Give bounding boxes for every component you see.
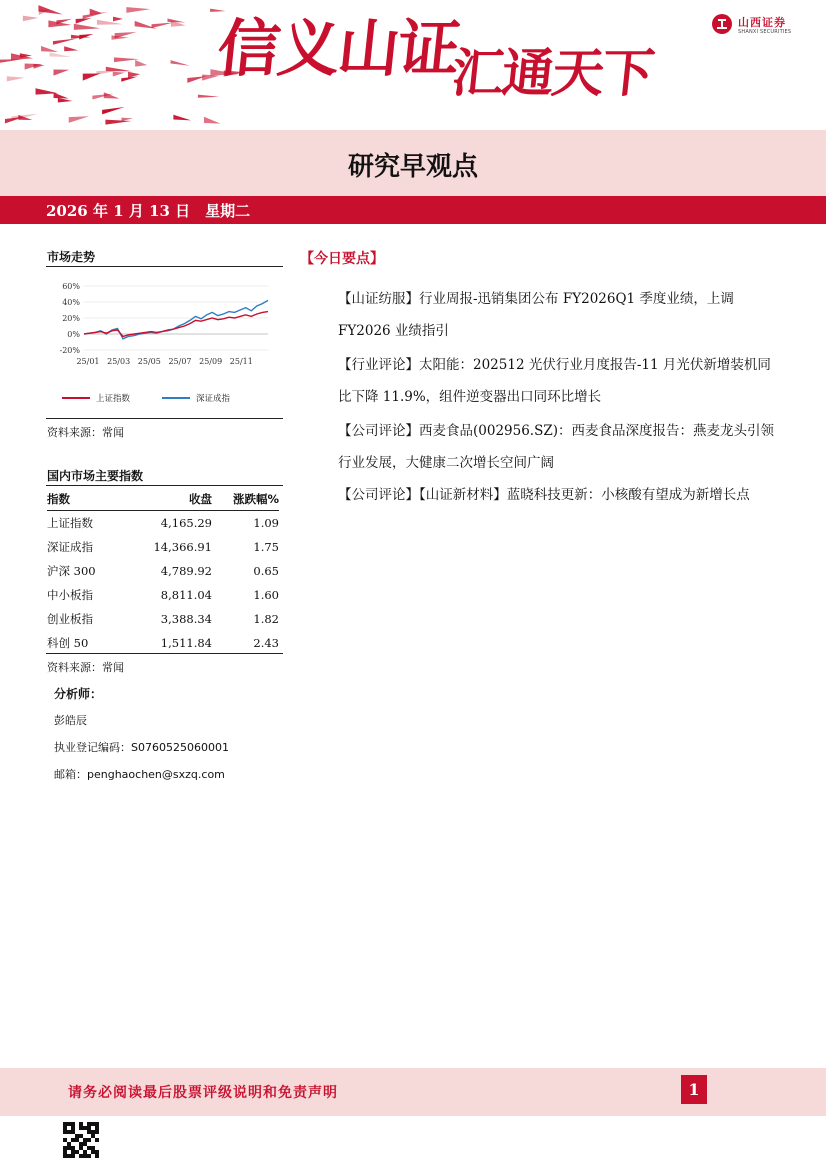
qr-module xyxy=(87,1146,91,1150)
page-number: 1 xyxy=(681,1075,707,1104)
qr-module xyxy=(79,1122,83,1126)
qr-module xyxy=(63,1150,67,1154)
series-line xyxy=(84,312,268,337)
x-tick-label: 25/09 xyxy=(199,357,223,366)
logo-english-name: SHANXI SECURITIES xyxy=(738,29,792,35)
qr-module xyxy=(79,1142,83,1146)
today-highlights-title: 【今日要点】 xyxy=(300,251,384,267)
arrow-mark xyxy=(53,70,69,76)
qr-module xyxy=(67,1130,71,1134)
header-index: 指数 xyxy=(47,488,137,511)
index-change: 2.43 xyxy=(253,636,279,650)
market-trend-title: 市场走势 xyxy=(47,250,96,264)
arrow-mark xyxy=(198,95,220,98)
qr-module xyxy=(71,1138,75,1142)
index-close: 14,366.91 xyxy=(153,540,212,554)
qr-module xyxy=(91,1130,95,1134)
index-close: 4,789.92 xyxy=(160,564,212,578)
qr-module xyxy=(95,1154,99,1158)
qr-module xyxy=(91,1122,95,1126)
arrow-mark xyxy=(23,16,38,22)
qr-module xyxy=(79,1146,83,1150)
qr-module xyxy=(91,1150,95,1154)
divider xyxy=(46,653,283,654)
indices-table xyxy=(47,488,279,655)
indices-title: 国内市场主要指数 xyxy=(47,469,144,483)
arrow-mark xyxy=(58,98,73,103)
qr-module xyxy=(75,1138,79,1142)
analyst-registration: 执业登记编码：S0760525060001 xyxy=(54,741,229,754)
table-row xyxy=(47,511,279,536)
chart-source: 资料来源：常闻 xyxy=(47,426,124,439)
qr-module xyxy=(75,1150,79,1154)
arrow-mark xyxy=(105,120,131,125)
x-tick-label: 25/07 xyxy=(168,357,192,366)
header-change: 涨跌幅% xyxy=(212,488,279,511)
y-tick-label: 40% xyxy=(62,298,80,307)
legend-label: 深证成指 xyxy=(196,394,231,404)
qr-module xyxy=(71,1146,75,1150)
arrow-mark xyxy=(126,7,150,13)
table-row xyxy=(47,631,279,655)
index-close: 4,165.29 xyxy=(160,516,212,530)
x-tick-label: 25/05 xyxy=(137,357,161,366)
logo-mark-icon xyxy=(712,14,732,34)
qr-module xyxy=(67,1154,71,1158)
slogan-part2: 汇通天下 xyxy=(448,43,656,104)
arrow-mark xyxy=(54,93,69,99)
arrow-mark xyxy=(171,60,191,66)
qr-module xyxy=(91,1146,95,1150)
x-tick-label: 25/11 xyxy=(229,357,253,366)
qr-module xyxy=(67,1122,71,1126)
arrow-mark xyxy=(7,76,25,81)
table-row xyxy=(47,607,279,631)
qr-module xyxy=(95,1122,99,1126)
qr-module xyxy=(71,1154,75,1158)
qr-code-icon xyxy=(63,1122,99,1158)
index-close: 8,811.04 xyxy=(160,588,212,602)
arrow-mark xyxy=(104,92,120,98)
y-tick-label: 0% xyxy=(67,330,80,339)
y-tick-label: 20% xyxy=(62,314,80,323)
divider xyxy=(46,418,283,419)
logo-chinese-name: 山西证券 xyxy=(738,16,786,29)
index-change: 1.82 xyxy=(253,612,279,626)
arrow-mark xyxy=(167,19,185,23)
y-tick-label: -20% xyxy=(59,346,80,355)
qr-module xyxy=(63,1126,67,1130)
highlight-item[interactable]: 【公司评论】西麦食品(002956.SZ)：西麦食品深度报告：燕麦龙头引领行业发展，大健康二次增长空间广阔 xyxy=(338,423,774,471)
arrow-mark xyxy=(121,118,133,121)
qr-module xyxy=(71,1150,75,1154)
qr-module xyxy=(67,1142,71,1146)
arrow-mark xyxy=(113,17,123,22)
slogan-part1: 信义山证 xyxy=(214,12,462,85)
arrow-mark xyxy=(0,59,23,63)
qr-module xyxy=(95,1150,99,1154)
analyst-label: 分析师： xyxy=(54,687,103,701)
qr-module xyxy=(87,1154,91,1158)
qr-module xyxy=(63,1122,67,1126)
arrow-mark xyxy=(97,20,123,25)
qr-module xyxy=(79,1126,83,1130)
y-tick-label: 60% xyxy=(62,282,80,291)
arrow-mark xyxy=(74,24,101,30)
index-close: 1,511.84 xyxy=(160,636,212,650)
page-title: 研究早观点 xyxy=(347,152,478,182)
highlight-item[interactable]: 【山证纺服】行业周报-迅销集团公布 FY2026Q1 季度业绩，上调 FY2026 业绩指引 xyxy=(338,291,734,339)
qr-module xyxy=(71,1130,75,1134)
qr-module xyxy=(91,1134,95,1138)
divider xyxy=(46,485,283,486)
qr-module xyxy=(95,1130,99,1134)
arrow-mark xyxy=(41,46,58,52)
market-trend-chart xyxy=(46,272,283,412)
arrow-mark xyxy=(102,107,124,114)
arrow-mark xyxy=(106,67,132,71)
indices-source: 资料来源：常闻 xyxy=(47,661,124,674)
qr-module xyxy=(87,1122,91,1126)
header-close: 收盘 xyxy=(137,488,212,511)
arrow-mark xyxy=(90,9,102,15)
index-change: 0.65 xyxy=(253,564,279,578)
qr-module xyxy=(71,1126,75,1130)
qr-module xyxy=(83,1150,87,1154)
index-name: 上证指数 xyxy=(47,516,93,530)
qr-module xyxy=(83,1126,87,1130)
arrow-mark xyxy=(173,115,191,121)
arrow-mark xyxy=(76,18,92,23)
arrow-mark xyxy=(113,72,125,77)
qr-module xyxy=(63,1146,67,1150)
index-name: 科创 50 xyxy=(47,636,89,650)
report-date: 2026 年 1 月 13 日 星期二 xyxy=(46,202,251,220)
index-name: 创业板指 xyxy=(47,612,93,626)
x-tick-label: 25/03 xyxy=(107,357,131,366)
x-tick-label: 25/01 xyxy=(76,357,100,366)
arrow-mark xyxy=(152,23,174,29)
table-row xyxy=(47,535,279,559)
qr-module xyxy=(75,1134,79,1138)
index-change: 1.75 xyxy=(253,540,279,554)
qr-module xyxy=(87,1138,91,1142)
qr-module xyxy=(83,1154,87,1158)
qr-module xyxy=(95,1138,99,1142)
arrow-mark xyxy=(64,46,78,51)
highlight-item[interactable]: 【公司评论】【山证新材料】蓝晓科技更新：小核酸有望成为新增长点 xyxy=(338,487,750,503)
qr-module xyxy=(87,1126,91,1130)
qr-module xyxy=(63,1138,67,1142)
arrow-mark xyxy=(204,117,220,124)
analyst-email[interactable]: 邮箱：penghaochen@sxzq.com xyxy=(54,768,225,781)
index-change: 1.09 xyxy=(253,516,279,530)
index-name: 中小板指 xyxy=(47,588,93,602)
index-change: 1.60 xyxy=(253,588,279,602)
analyst-name: 彭皓辰 xyxy=(54,714,87,727)
qr-module xyxy=(63,1154,67,1158)
qr-module xyxy=(83,1142,87,1146)
qr-module xyxy=(79,1134,83,1138)
highlight-item[interactable]: 【行业评论】太阳能：202512 光伏行业月度报告-11 月光伏新增装机同比下降 11.9%，组件逆变器出口同环比增长 xyxy=(338,357,771,405)
series-line xyxy=(84,300,268,338)
arrow-mark xyxy=(49,52,71,57)
qr-module xyxy=(67,1146,71,1150)
arrow-mark xyxy=(135,60,147,67)
footer-disclaimer: 请务必阅读最后股票评级说明和免责声明 xyxy=(68,1085,338,1101)
index-close: 3,388.34 xyxy=(160,612,212,626)
table-row xyxy=(47,583,279,607)
qr-module xyxy=(63,1130,67,1134)
qr-module xyxy=(71,1122,75,1126)
qr-module xyxy=(95,1126,99,1130)
divider xyxy=(46,266,283,267)
legend-label: 上证指数 xyxy=(96,394,131,404)
company-logo xyxy=(712,14,812,40)
index-name: 沪深 300 xyxy=(47,564,96,578)
arrow-mark xyxy=(83,73,101,80)
index-name: 深证成指 xyxy=(47,540,93,554)
arrow-mark xyxy=(69,116,89,123)
qr-module xyxy=(87,1130,91,1134)
table-row xyxy=(47,559,279,583)
arrow-mark xyxy=(53,39,77,45)
table-header-row xyxy=(47,488,279,511)
qr-module xyxy=(83,1138,87,1142)
qr-module xyxy=(79,1154,83,1158)
